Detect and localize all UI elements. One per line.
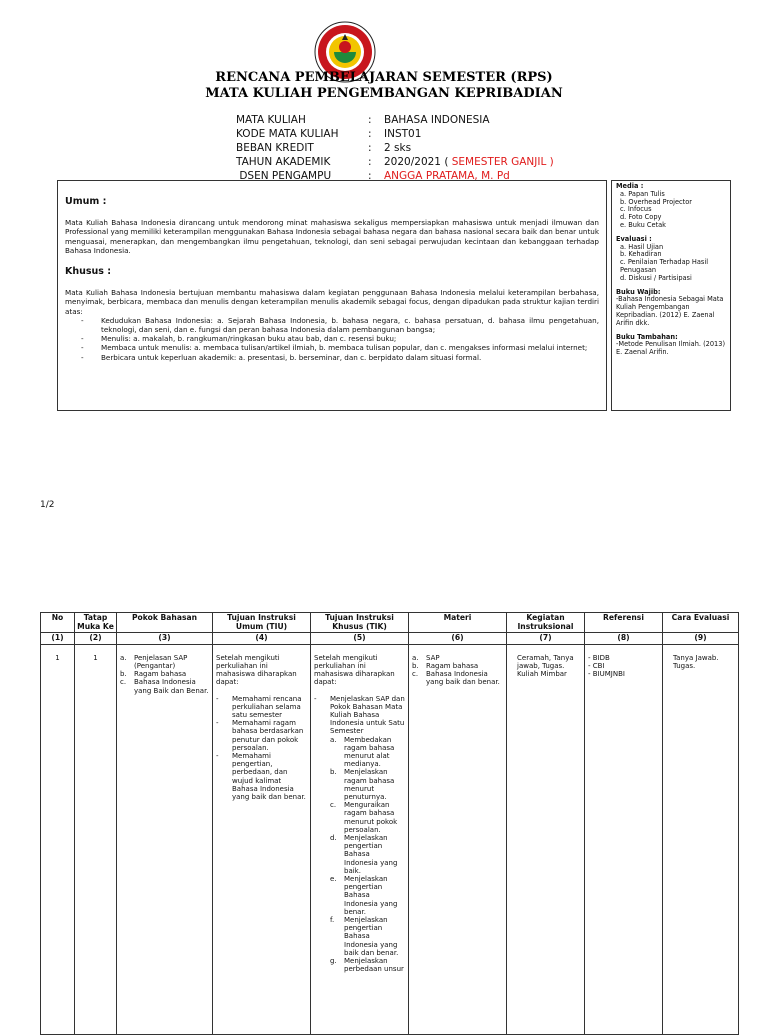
cell-evaluasi: Tanya Jawab. Tugas. [663, 644, 739, 1034]
list-item: - Membaca untuk menulis: a. membaca tulisan/artikel ilmiah, b. membaca tulisan popular, dan c. mengakses informasi melalui internet; [81, 343, 599, 352]
item-text: Penjelasan SAP (Pengantar) [134, 653, 188, 670]
umum-text: Mata Kuliah Bahasa Indonesia dirancang untuk mendorong minat mahasiswa sekaligus mempersiapkan mahasiswa untuk menjadi ilmuwan dan Professional yang memiliki keterampilan menggunakan Bahasa Indonesia sebagai bahasa negara dan bahasa nasional secara baik dan benar untuk menguasai, menerapkan, dan mengembangkan ilmu pengetahuan, teknologi, dan seni sebagai perwujudan kecintaan dan kebanggaan terhadap Bahasa Indonesia. [65, 218, 599, 255]
resources-box [611, 180, 731, 411]
list-item: - Berbicara untuk keperluan akademik: a. presentasi, b. berseminar, dan c. berpidato dalam situasi formal. [81, 353, 599, 362]
cell-kegiatan: Ceramah, Tanya jawab, Tugas. Kuliah Mimbar [507, 644, 585, 1034]
list-item [330, 957, 405, 973]
item-marker: c. [120, 678, 127, 687]
item-marker: b. [330, 768, 337, 777]
list-item [330, 801, 405, 834]
info-label: KODE MATA KULIAH [236, 128, 339, 140]
list-item [216, 695, 307, 720]
referensi-item: - BIUMJNBI [588, 670, 625, 679]
list-item [120, 678, 209, 694]
item-marker: g. [330, 957, 337, 966]
item-marker: c. [330, 801, 337, 810]
item-text: Bahasa Indonesia yang Baik dan Benar. [134, 678, 209, 695]
buku-tambahan-heading: Buku Tambahan: [616, 332, 678, 341]
list-item [330, 875, 405, 916]
info-label: BEBAN KREDIT [236, 142, 314, 154]
column-number: (4) [213, 633, 311, 645]
evaluasi-item: a. Hasil Ujian [620, 242, 664, 251]
list-item [412, 662, 503, 670]
page-number: 1/2 [40, 500, 55, 510]
column-header: Kegiatan Instruksional [507, 613, 585, 633]
item-marker: - [216, 752, 219, 761]
column-header: Pokok Bahasan [117, 613, 213, 633]
item-marker: d. [330, 834, 337, 843]
item-text: Memahami ragam bahasa berdasarkan penutur dan pokok persoalan. [232, 719, 304, 752]
media-item: c. Infocus [620, 205, 652, 214]
buku-tambahan-text: -Metode Penulisan Ilmiah. (2013) E. Zaenal Arifin. [616, 340, 726, 357]
cell-tatap-muka: 1 [75, 644, 117, 1034]
buku-wajib-text: -Bahasa Indonesia Sebagai Mata Kuliah Pengembangan Kepribadian. (2012) E. Zaenal Arifin dkk. [616, 295, 724, 327]
item-marker: a. [330, 735, 337, 744]
item-marker: - [314, 694, 317, 703]
item-marker: - [216, 694, 219, 703]
item-marker: - [216, 719, 219, 728]
referensi-item: - CBI [588, 661, 605, 670]
column-number: (3) [117, 633, 213, 645]
referensi-item: - BIDB [588, 653, 610, 662]
column-header: Tatap Muka Ke [75, 613, 117, 633]
info-colon: : [368, 142, 372, 154]
tik-intro: Setelah mengikuti perkuliahan ini mahasiswa diharapkan dapat: [314, 653, 395, 687]
lecturer-name: ANGGA PRATAMA, M. Pd [384, 170, 510, 182]
item-text: Menjelaskan perbedaan unsur [344, 957, 404, 974]
khusus-text: Mata Kuliah Bahasa Indonesia bertujuan membantu mahasiswa dalam kegiatan penggunaan Bahasa Indonesia melalui keterampilan berbahasa, menyimak, berbicara, membaca dan menulis dengan keterampilan menulis akademik sebagai focus, dengan dipadukan pada struktur kajian terdiri atas: [65, 288, 599, 316]
list-item [120, 654, 209, 670]
item-text: Ragam bahasa [134, 670, 187, 679]
list-item [314, 695, 405, 736]
info-colon: : [368, 128, 372, 140]
info-label: TAHUN AKADEMIK [236, 156, 331, 168]
course-info-row [236, 127, 554, 141]
list-item [120, 670, 209, 678]
course-info-row [236, 113, 554, 127]
column-header: Referensi [585, 613, 663, 633]
media-item: a. Papan Tulis [620, 189, 665, 198]
list-item [412, 670, 503, 686]
column-number: (2) [75, 633, 117, 645]
semester-highlight: SEMESTER GANJIL ) [448, 156, 554, 168]
column-number: (7) [507, 633, 585, 645]
item-text: Membedakan ragam bahasa menurut alat medianya. [344, 735, 395, 769]
column-header: Cara Evaluasi [663, 613, 739, 633]
cell-referensi [585, 644, 663, 1034]
objectives-box [57, 180, 607, 411]
cell-pokok-bahasan [117, 644, 213, 1034]
list-item [216, 752, 307, 801]
document-title: RENCANA PEMBELAJARAN SEMESTER (RPS) [215, 70, 553, 85]
media-item: e. Buku Cetak [620, 220, 666, 229]
media-item: b. Overhead Projector [620, 197, 692, 206]
evaluasi-heading: Evaluasi : [616, 234, 652, 243]
item-text: Memahami pengertian, perbedaan, dan wujud kalimat Bahasa Indonesia yang baik dan benar. [232, 752, 306, 802]
column-header: No [41, 613, 75, 633]
course-info-row [236, 155, 554, 169]
item-marker: b. [120, 670, 127, 679]
evaluasi-item: d. Diskusi / Partisipasi [620, 273, 692, 282]
pokok-list [120, 654, 209, 695]
column-number: (1) [41, 633, 75, 645]
item-text: Memahami rencana perkuliahan selama satu semester [232, 694, 302, 719]
item-text: Menjelaskan pengertian Bahasa Indonesia yang baik dan benar. [344, 916, 399, 957]
table-row [41, 644, 739, 1034]
column-header: Tujuan Instruksi Khusus (TIK) [311, 613, 409, 633]
course-info-row [236, 141, 554, 155]
column-header: Materi [409, 613, 507, 633]
item-text: Menjelaskan pengertian Bahasa Indonesia yang baik. [344, 834, 398, 875]
column-number: (5) [311, 633, 409, 645]
item-text: Bahasa Indonesia yang baik dan benar. [426, 670, 500, 687]
item-text: Menjelaskan ragam bahasa menurut penuturnya. [344, 768, 395, 802]
column-header: Tujuan Instruksi Umum (TIU) [213, 613, 311, 633]
item-marker: a. [412, 653, 419, 662]
info-colon: : [368, 114, 372, 126]
document-subtitle: MATA KULIAH PENGEMBANGAN KEPRIBADIAN [205, 86, 563, 101]
info-label: MATA KULIAH [236, 114, 306, 126]
info-label: DSEN PENGAMPU [236, 170, 332, 182]
materi-list [412, 654, 503, 687]
tiu-intro: Setelah mengikuti perkuliahan ini mahasiswa diharapkan dapat: [216, 653, 297, 687]
tiu-list [216, 695, 307, 802]
media-item: d. Foto Copy [620, 213, 662, 222]
info-value: INST01 [384, 128, 422, 140]
column-number: (9) [663, 633, 739, 645]
column-number: (6) [409, 633, 507, 645]
list-item [330, 916, 405, 957]
table-header-row [41, 613, 739, 633]
evaluasi-item: b. Kehadiran [620, 250, 662, 259]
item-marker: f. [330, 916, 335, 925]
item-text: SAP [426, 653, 440, 662]
column-number: (8) [585, 633, 663, 645]
info-value: BAHASA INDONESIA [384, 114, 490, 126]
list-item [412, 654, 503, 662]
item-marker: e. [330, 875, 337, 884]
cell-materi [409, 644, 507, 1034]
course-info [236, 113, 554, 183]
list-item [330, 834, 405, 875]
info-value: 2 sks [384, 142, 412, 154]
item-text: Ragam bahasa [426, 661, 479, 670]
media-heading: Media : [616, 182, 644, 190]
list-item: - Menulis: a. makalah, b. rangkuman/ringkasan buku atau bab, dan c. resensi buku; [81, 334, 599, 343]
tik-list [314, 695, 405, 736]
list-item [216, 719, 307, 752]
buku-wajib-heading: Buku Wajib: [616, 287, 661, 296]
rps-table [40, 612, 739, 1035]
info-value: 2020/2021 ( [384, 156, 449, 168]
cell-no: 1 [41, 644, 75, 1034]
tik-sublist [314, 736, 405, 974]
item-text: Menjelaskan pengertian Bahasa Indonesia yang benar. [344, 875, 398, 916]
khusus-list [65, 316, 599, 362]
item-marker: c. [412, 670, 419, 679]
item-marker: b. [412, 661, 419, 670]
evaluasi-item: c. Penilaian Terhadap Hasil Penugasan [620, 258, 709, 274]
item-text: Menjelaskan SAP dan Pokok Bahasan Mata Kuliah Bahasa Indonesia untuk Satu Semester [330, 694, 405, 736]
list-item: - Kedudukan Bahasa Indonesia: a. Sejarah Bahasa Indonesia, b. bahasa negara, c. bahasa persatuan, d. bahasa ilmu pengetahuan, teknologi, dan seni, dan e. fungsi dan peran bahasa Indonesia dalam pembangunan bangsa; [81, 316, 599, 334]
list-item [330, 768, 405, 801]
table-number-row [41, 633, 739, 645]
khusus-heading: Khusus : [65, 266, 112, 278]
info-colon: : [368, 170, 372, 182]
item-marker: a. [120, 653, 127, 662]
item-text: Menguraikan ragam bahasa menurut pokok persoalan. [344, 801, 398, 834]
cell-tik [311, 644, 409, 1034]
umum-heading: Umum : [65, 196, 107, 207]
info-colon: : [368, 156, 372, 168]
list-item [330, 736, 405, 769]
cell-tiu [213, 644, 311, 1034]
